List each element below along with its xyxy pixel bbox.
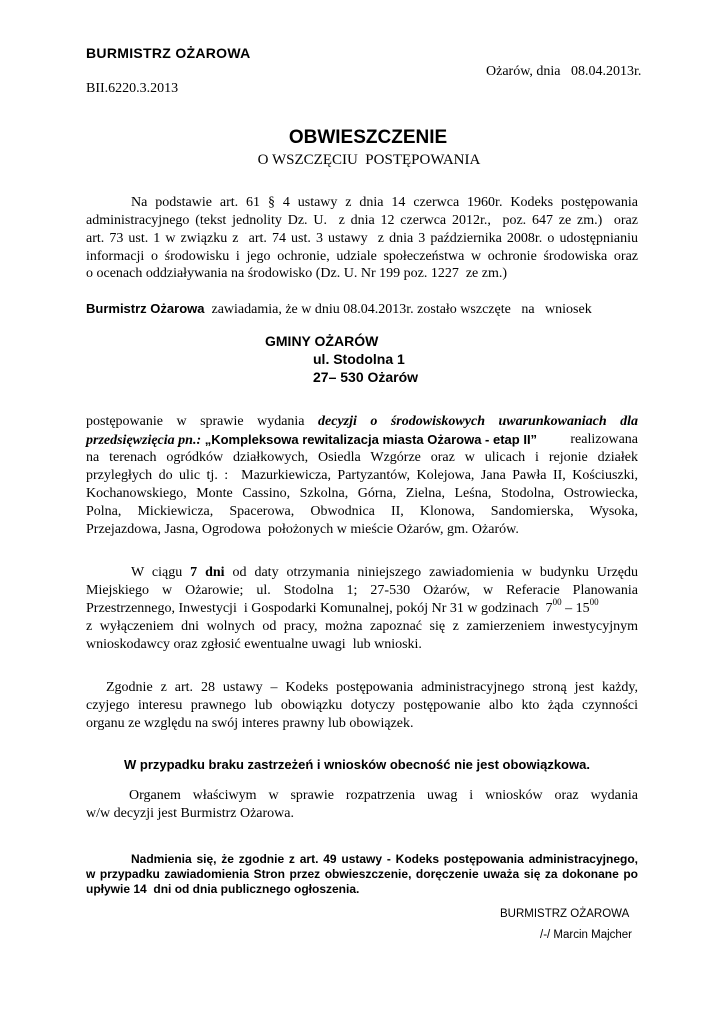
proceeding-line	[86, 414, 638, 430]
proceeding-line: przyległych do ulic tj. : Mazurkiewicza, Partyzantów, Kolejowa, Jana Pawła II, Kościuszki,	[86, 468, 638, 483]
document-subtitle: O WSZCZĘCIU POSTĘPOWANIA	[257, 152, 481, 168]
applicant-name: GMINY OŻARÓW	[265, 333, 379, 349]
proceeding-line: Polna, Mickiewicza, Spacerowa, Obwodnica II, Klonowa, Sandomierska, Wysoka,	[86, 504, 638, 519]
deadline-line: Miejskiego w Ożarowie; ul. Stodolna 1; 27-530 Ożarów, w Referacie Planowania	[86, 583, 638, 598]
proceeding-line: na terenach ogródków działkowych, Osiedla Wzgórze oraz w ulicach i rejonie działek	[86, 450, 638, 465]
intro-line: Na podstawie art. 61 § 4 ustawy z dnia 14 czerwca 1960r. Kodeks postępowania	[131, 195, 638, 210]
applicant-street: ul. Stodolna 1	[313, 351, 405, 367]
deadline-line	[131, 565, 638, 581]
notice-text: zawiadamia, że w dniu 08.04.2013r. zostało wszczęte na wniosek	[204, 302, 592, 317]
proceeding-text: postępowanie w sprawie wydania	[86, 414, 319, 429]
party-line: czyjego interesu prawnego lub obowiązku dotyczy postępowanie albo kto żąda czynności	[86, 698, 638, 713]
note-line: Nadmienia się, że zgodnie z art. 49 ustawy - Kodeks postępowania administracyjnego,	[131, 852, 638, 866]
deadline-line: z wyłączeniem dni wolnych od pracy, można zapoznać się z zamierzeniem inwestycyjnym	[86, 619, 638, 634]
proceeding-line	[86, 432, 638, 449]
hours-end-superscript: 00	[589, 597, 599, 608]
signature-name: /-/ Marcin Majcher	[540, 929, 633, 941]
proceeding-line: Przejazdowa, Jasna, Ogrodowa położonych w mieście Ożarów, gm. Ożarów.	[86, 522, 519, 537]
issuing-authority: BURMISTRZ OŻAROWA	[86, 45, 251, 61]
intro-line: art. 73 ust. 1 w związku z art. 74 ust. 3 ustawy z dnia 3 października 2008r. o udostępnianiu	[86, 231, 638, 246]
project-label: przedsięwzięcia pn.:	[86, 433, 202, 448]
applicant-city: 27– 530 Ożarów	[313, 369, 419, 385]
proceeding-line: Kochanowskiego, Monte Cassino, Szkolna, Górna, Zielna, Leśna, Stodolna, Ostrowiecka,	[86, 486, 638, 501]
signature-title: BURMISTRZ OŻAROWA	[500, 908, 630, 920]
document-title: OBWIESZCZENIE	[288, 127, 448, 148]
intro-line: informacji o środowisku i jego ochronie, udziale społeczeństwa w ochronie środowiska oraz	[86, 249, 638, 264]
party-line: organu ze względu na swój interes prawny lub obowiązek.	[86, 716, 414, 731]
deadline-text: Przestrzennego, Inwestycji i Gospodarki Komunalnej, pokój Nr 31 w godzinach 7	[86, 601, 553, 616]
attendance-notice: W przypadku braku zastrzeżeń i wniosków obecność nie jest obowiązkowa.	[124, 757, 590, 772]
place-and-date: Ożarów, dnia 08.04.2013r.	[486, 64, 642, 79]
deadline-text: W ciągu	[131, 565, 191, 580]
intro-line: o ocenach oddziaływania na środowisko (Dz. U. Nr 199 poz. 1227 ze zm.)	[86, 266, 508, 281]
reference-number: BII.6220.3.2013	[86, 81, 179, 96]
notice-authority: Burmistrz Ożarowa	[86, 301, 205, 316]
note-line: upływie 14 dni od dnia publicznego ogłoszenia.	[86, 882, 360, 896]
notice-line	[86, 301, 592, 318]
project-name: „Kompleksowa rewitalizacja miasta Ożarowa - etap II”	[201, 432, 538, 447]
note-line: w przypadku zawiadomienia Stron przez obwieszczenie, doręczenie uważa się za dokonane po	[86, 867, 638, 881]
hours-start-superscript: 00	[552, 597, 562, 608]
party-line: Zgodnie z art. 28 ustawy – Kodeks postępowania administracyjnego stroną jest każdy,	[106, 680, 638, 695]
deadline-line	[86, 597, 638, 617]
deadline-text: – 15	[561, 601, 590, 616]
authority-line: w/w decyzji jest Burmistrz Ożarowa.	[86, 806, 294, 821]
deadline-line: wnioskodawcy oraz zgłosić ewentualne uwagi lub wnioski.	[86, 637, 422, 652]
intro-line: administracyjnego (tekst jednolity Dz. U. z dnia 12 czerwca 2012r., poz. 647 ze zm.) oraz	[86, 213, 638, 228]
decision-type: decyzji o środowiskowych uwarunkowaniach dla	[318, 414, 639, 429]
deadline-days: 7 dni	[190, 565, 225, 580]
authority-line: Organem właściwym w sprawie rozpatrzenia uwag i wniosków oraz wydania	[129, 788, 638, 803]
proceeding-text: realizowana	[570, 432, 638, 447]
deadline-text: od daty otrzymania niniejszego zawiadomienia w budynku Urzędu	[224, 565, 638, 580]
